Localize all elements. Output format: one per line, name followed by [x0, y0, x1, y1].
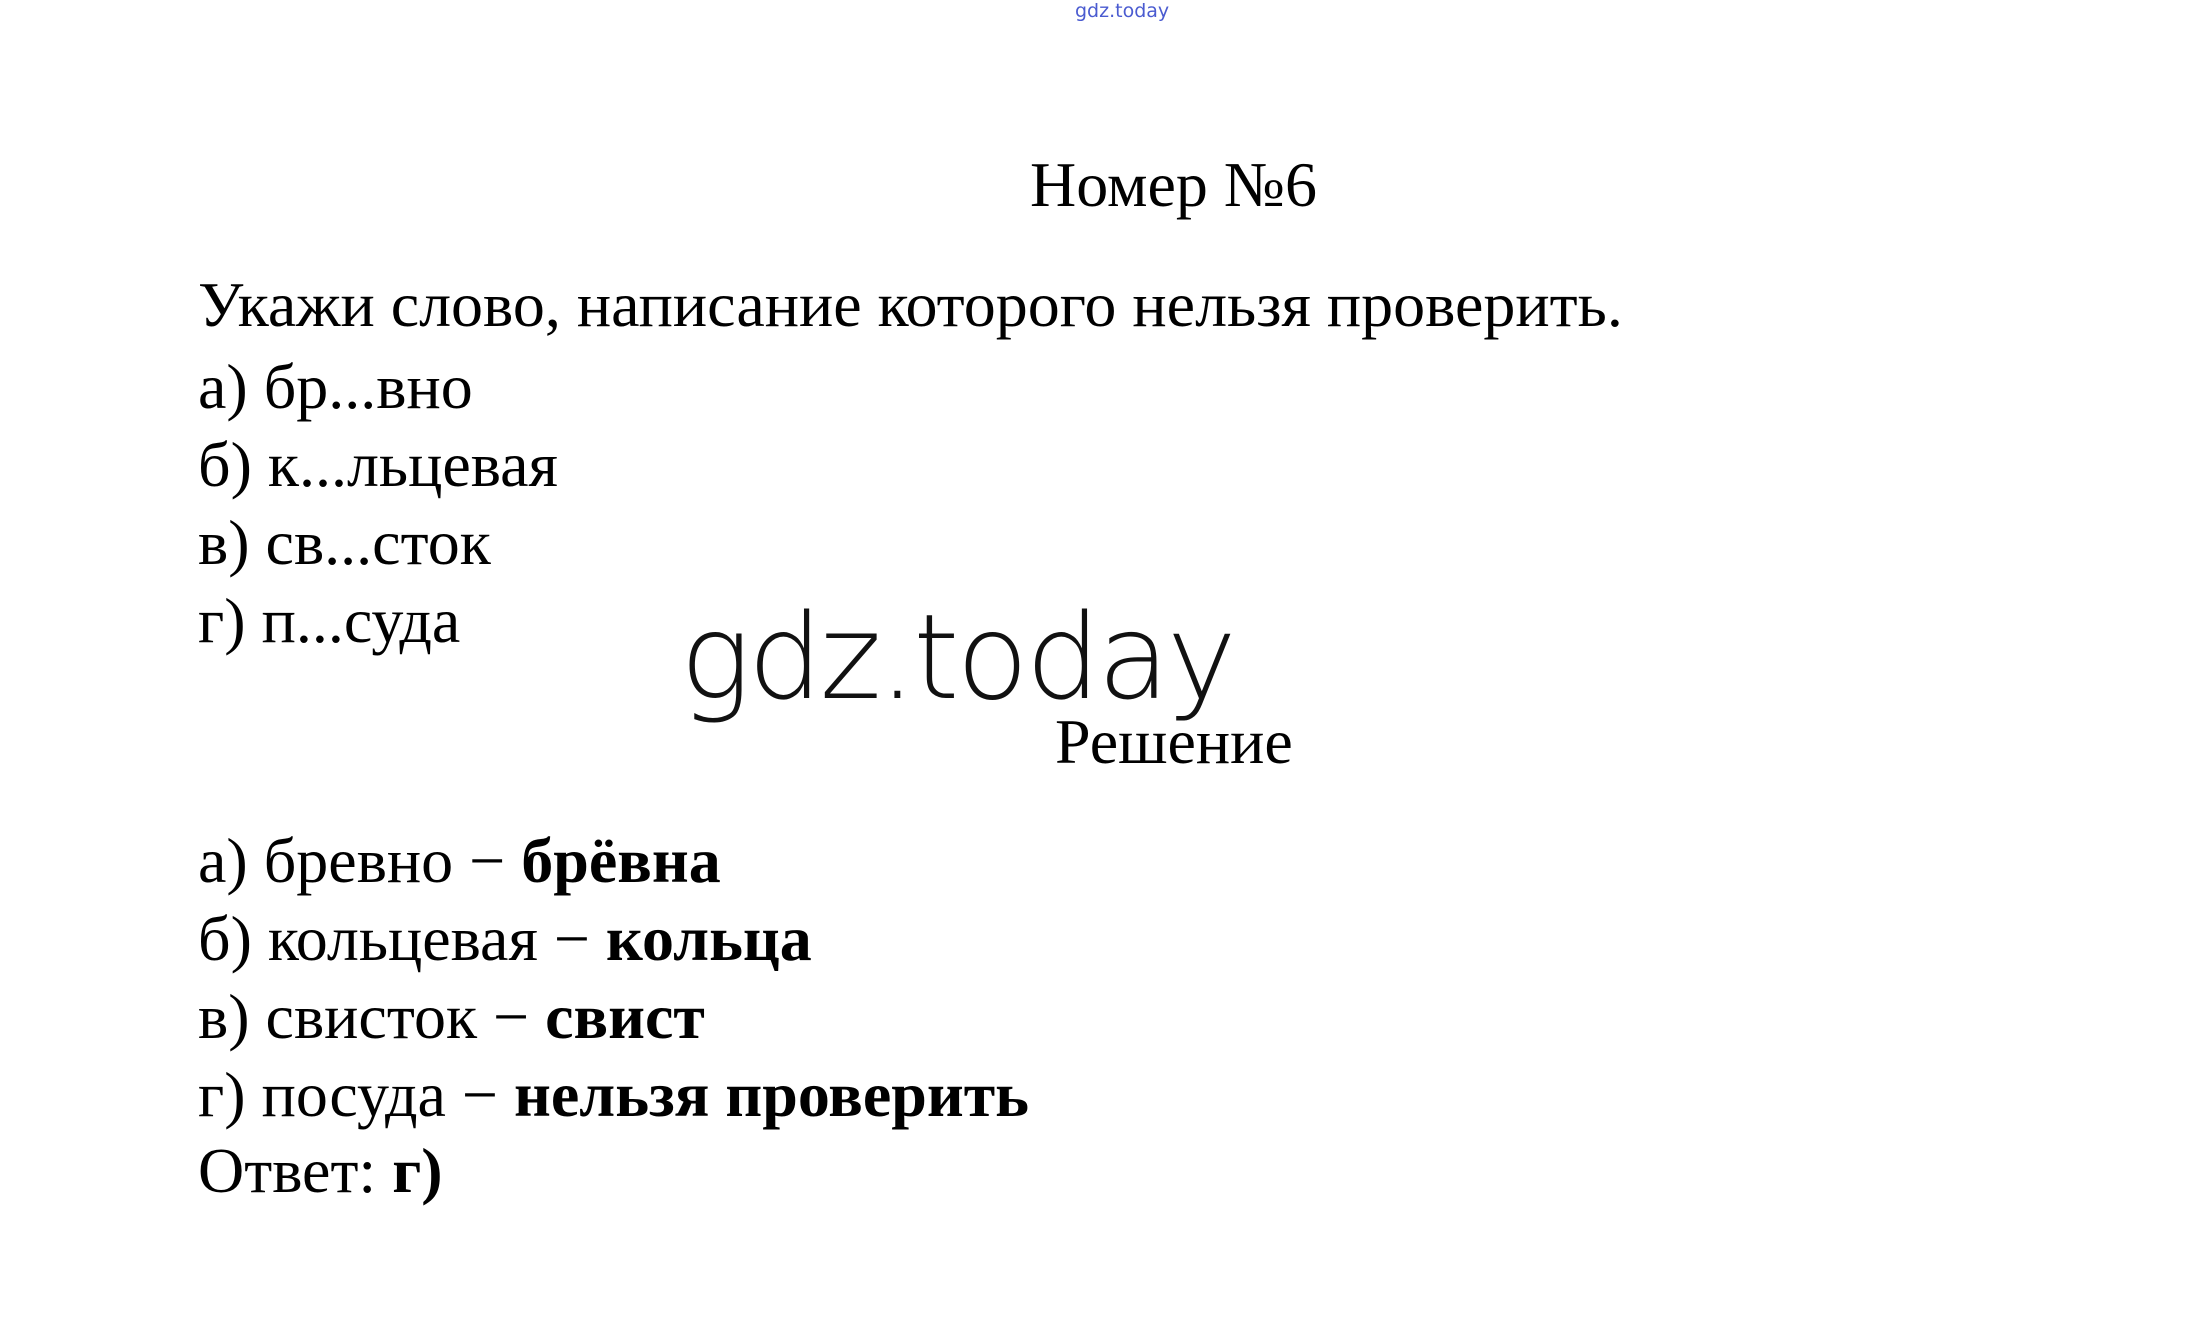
- answer-word: в) свисток −: [198, 981, 546, 1052]
- answer-row-a: [198, 822, 1029, 900]
- answer-check: свист: [545, 981, 705, 1052]
- answer-check: нельзя проверить: [514, 1059, 1029, 1130]
- answer-check: брёвна: [521, 825, 721, 896]
- page-title: Номер №6: [1030, 149, 1317, 220]
- answers-list: [198, 822, 1029, 1134]
- option-d: г) п...суда: [198, 585, 461, 656]
- options-list: [198, 348, 558, 660]
- answer-word: г) посуда −: [198, 1059, 514, 1130]
- option-a: а) бр...вно: [198, 351, 473, 422]
- answer-word: б) кольцевая −: [198, 903, 606, 974]
- solution-title: Решение: [1055, 706, 1293, 777]
- final-answer: [198, 1134, 443, 1208]
- final-answer-value: г): [392, 1135, 443, 1206]
- answer-word: а) бревно −: [198, 825, 522, 896]
- watermark-center: gdz.today: [680, 588, 1234, 726]
- watermark-top: gdz.today: [1075, 0, 1170, 22]
- answer-check: кольца: [605, 903, 812, 974]
- answer-row-c: [198, 978, 1029, 1056]
- answer-row-d: [198, 1056, 1029, 1134]
- answer-row-b: [198, 900, 1029, 978]
- question-text: Укажи слово, написание которого нельзя проверить.: [198, 269, 1623, 340]
- final-answer-label: Ответ:: [198, 1135, 393, 1206]
- option-b: б) к...льцевая: [198, 429, 558, 500]
- option-c: в) св...сток: [198, 507, 491, 578]
